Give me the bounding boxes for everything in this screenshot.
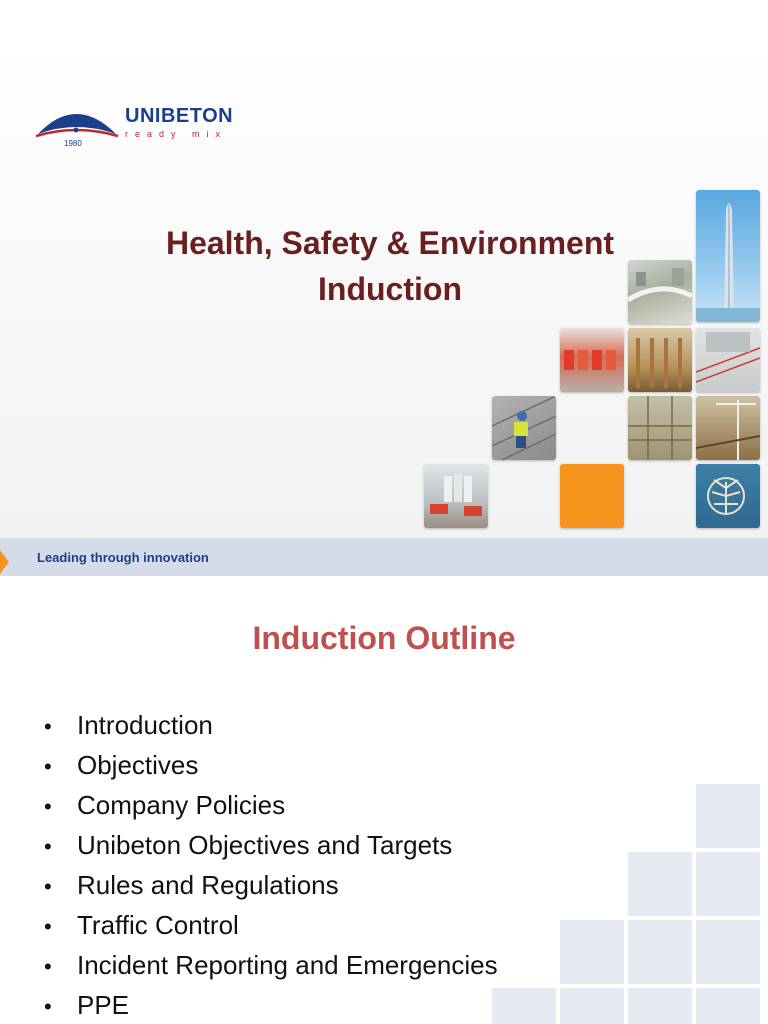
title-line-1: Health, Safety & Environment	[165, 225, 615, 261]
logo-brand: UNIBETON	[125, 105, 234, 127]
decor-square	[696, 920, 760, 984]
decor-square	[696, 988, 760, 1024]
slide-title	[60, 220, 720, 312]
photo-tile-site-columns	[628, 328, 692, 392]
list-item-text: Introduction	[77, 710, 213, 740]
decor-square	[560, 920, 624, 984]
title-slide	[0, 48, 768, 576]
decor-square	[492, 988, 556, 1024]
footer-bar	[0, 538, 768, 576]
list-item	[44, 905, 498, 945]
list-item-text: Rules and Regulations	[77, 870, 339, 900]
photo-tile-plant	[424, 464, 488, 528]
photo-tile-tower	[696, 190, 760, 322]
logo-year: 1980	[64, 139, 82, 148]
list-item	[44, 745, 498, 785]
outline-title: Induction Outline	[252, 620, 516, 656]
list-item	[44, 985, 498, 1024]
bullet-icon: •	[44, 994, 52, 1019]
photo-tile-rebar	[628, 396, 692, 460]
photo-tile-interchange	[628, 260, 692, 324]
building-image	[696, 328, 760, 392]
photo-tile-crane	[696, 396, 760, 460]
bullet-icon: •	[44, 794, 52, 819]
list-item-text: Objectives	[77, 750, 199, 780]
list-item	[44, 705, 498, 745]
road-image	[628, 260, 692, 324]
list-item	[44, 945, 498, 985]
photo-tile-palm	[696, 464, 760, 528]
list-item	[44, 825, 498, 865]
bullet-icon: •	[44, 834, 52, 859]
bullet-icon: •	[44, 954, 52, 979]
list-item-text: Traffic Control	[77, 910, 239, 940]
photo-tile-worker	[492, 396, 556, 460]
decor-square	[628, 988, 692, 1024]
bullet-icon: •	[44, 754, 52, 779]
list-item-text: Company Policies	[77, 790, 286, 820]
palm-island-image	[696, 464, 760, 528]
trucks-image	[560, 328, 624, 392]
rebar-image	[628, 396, 692, 460]
bullet-icon: •	[44, 874, 52, 899]
decor-square	[560, 988, 624, 1024]
accent-tile-orange	[560, 464, 624, 528]
list-item-text: Unibeton Objectives and Targets	[77, 830, 453, 860]
footer-slogan: Leading through innovation	[37, 550, 209, 565]
outline-list	[44, 705, 498, 1024]
worker-image	[492, 396, 556, 460]
photo-tile-trucks	[560, 328, 624, 392]
list-item-text: Incident Reporting and Emergencies	[77, 950, 498, 980]
unibeton-logo	[36, 100, 256, 150]
bullet-icon: •	[44, 714, 52, 739]
logo-tagline: ready mix	[125, 129, 228, 139]
crane-image	[696, 396, 760, 460]
photo-tile-building	[696, 328, 760, 392]
bullet-icon: •	[44, 914, 52, 939]
decor-square	[628, 920, 692, 984]
tower-image	[696, 190, 760, 322]
list-item	[44, 865, 498, 905]
footer-arrow-icon	[0, 550, 9, 574]
outline-slide	[0, 592, 768, 1024]
decor-square	[696, 784, 760, 848]
title-line-2: Induction	[318, 271, 462, 307]
logo-roof-icon	[36, 100, 120, 140]
decor-square	[696, 852, 760, 916]
plant-image	[424, 464, 488, 528]
decor-square	[628, 852, 692, 916]
list-item	[44, 785, 498, 825]
list-item-text: PPE	[77, 990, 130, 1020]
columns-image	[628, 328, 692, 392]
